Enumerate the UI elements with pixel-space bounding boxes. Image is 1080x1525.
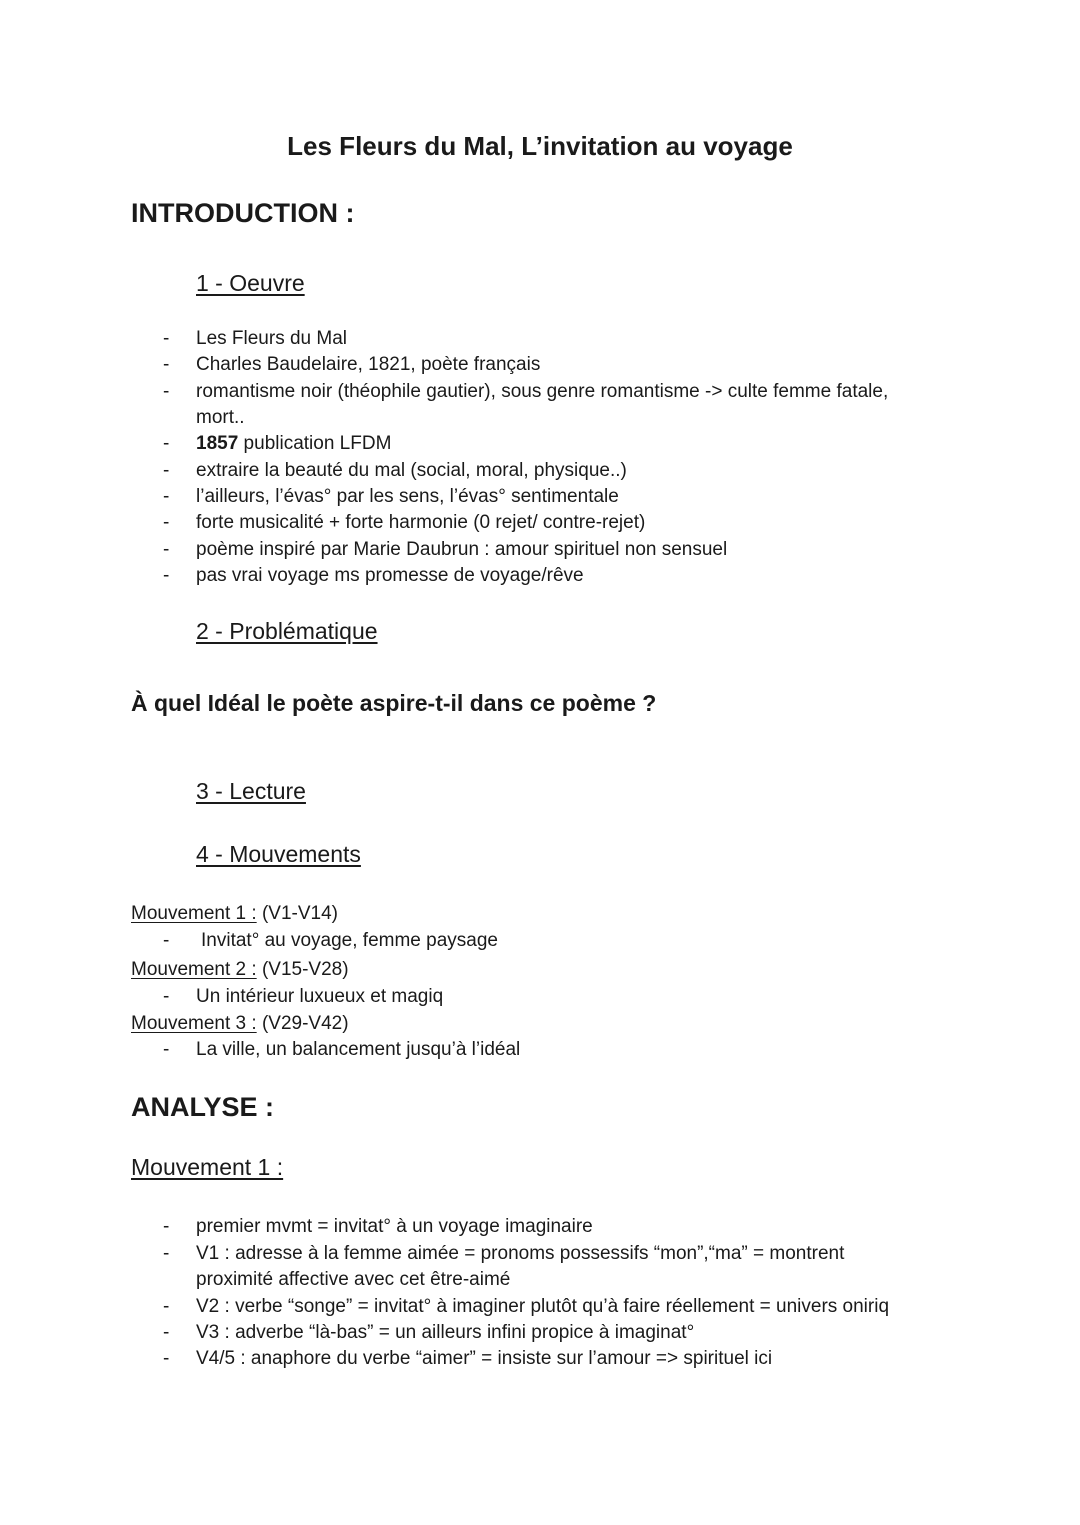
bullet-dash: - — [163, 1243, 170, 1264]
problematique-heading: 2 - Problématique — [196, 618, 378, 644]
introduction-heading: INTRODUCTION : — [131, 198, 355, 228]
mouvement-label: Mouvement 1 : — [131, 903, 257, 924]
mouvement-desc: Un intérieur luxueux et magiq — [196, 986, 444, 1007]
bullet-dash: - — [163, 512, 170, 533]
bullet-dash: - — [163, 1039, 170, 1060]
bullet-dash: - — [163, 930, 170, 951]
mouvement-3-line — [131, 1013, 349, 1035]
list-item: V3 : adverbe “là-bas” = un ailleurs infini propice à imaginat° — [196, 1322, 695, 1343]
document-title: Les Fleurs du Mal, L’invitation au voyage — [287, 131, 793, 161]
mouvements-heading: 4 - Mouvements — [196, 841, 361, 867]
lecture-heading: 3 - Lecture — [196, 778, 306, 804]
list-item: premier mvmt = invitat° à un voyage imaginaire — [196, 1216, 593, 1237]
bullet-dash: - — [163, 1296, 170, 1317]
mouvement-range: (V1-V14) — [256, 903, 338, 924]
list-item: pas vrai voyage ms promesse de voyage/rêve — [196, 565, 584, 586]
bullet-dash: - — [163, 1216, 170, 1237]
bullet-dash: - — [163, 328, 170, 349]
list-item — [196, 433, 391, 455]
bullet-dash: - — [163, 1348, 170, 1369]
problematique-question: À quel Idéal le poète aspire-t-il dans ce poème ? — [131, 690, 657, 716]
bullet-dash: - — [163, 460, 170, 481]
bullet-dash: - — [163, 565, 170, 586]
bullet-dash: - — [163, 354, 170, 375]
mouvement-range: (V29-V42) — [256, 1013, 349, 1034]
mouvement-desc: Invitat° au voyage, femme paysage — [201, 930, 498, 951]
year-rest: publication LFDM — [238, 433, 392, 454]
list-item-continuation: mort.. — [196, 407, 245, 428]
mouvement-desc: La ville, un balancement jusqu’à l’idéal — [196, 1039, 521, 1060]
mouvement-label: Mouvement 3 : — [131, 1013, 257, 1034]
bullet-dash: - — [163, 1322, 170, 1343]
mouvement-range: (V15-V28) — [256, 959, 349, 980]
list-item: Charles Baudelaire, 1821, poète français — [196, 354, 541, 375]
list-item-continuation: proximité affective avec cet être-aimé — [196, 1269, 511, 1290]
bullet-dash: - — [163, 381, 170, 402]
oeuvre-heading: 1 - Oeuvre — [196, 270, 305, 296]
bullet-dash: - — [163, 539, 170, 560]
list-item: V2 : verbe “songe” = invitat° à imaginer plutôt qu’à faire réellement = univers oniriq — [196, 1296, 890, 1317]
list-item: extraire la beauté du mal (social, moral, physique..) — [196, 460, 627, 481]
mouvement-label: Mouvement 2 : — [131, 959, 257, 980]
list-item: forte musicalité + forte harmonie (0 rejet/ contre-rejet) — [196, 512, 646, 533]
mouvement-1-line — [131, 903, 338, 925]
list-item: romantisme noir (théophile gautier), sous genre romantisme -> culte femme fatale, — [196, 381, 889, 402]
bullet-dash: - — [163, 486, 170, 507]
list-item: Les Fleurs du Mal — [196, 328, 348, 349]
list-item: V4/5 : anaphore du verbe “aimer” = insiste sur l’amour => spirituel ici — [196, 1348, 773, 1369]
analyse-heading: ANALYSE : — [131, 1092, 275, 1122]
list-item: V1 : adresse à la femme aimée = pronoms possessifs “mon”,“ma” = montrent — [196, 1243, 845, 1264]
bullet-dash: - — [163, 986, 170, 1007]
year-bold: 1857 — [196, 433, 239, 454]
list-item: poème inspiré par Marie Daubrun : amour spirituel non sensuel — [196, 539, 728, 560]
analyse-mouvement1-heading: Mouvement 1 : — [131, 1154, 284, 1180]
list-item: l’ailleurs, l’évas° par les sens, l’évas° sentimentale — [196, 486, 619, 507]
bullet-dash: - — [163, 433, 170, 454]
mouvement-2-line — [131, 959, 349, 981]
